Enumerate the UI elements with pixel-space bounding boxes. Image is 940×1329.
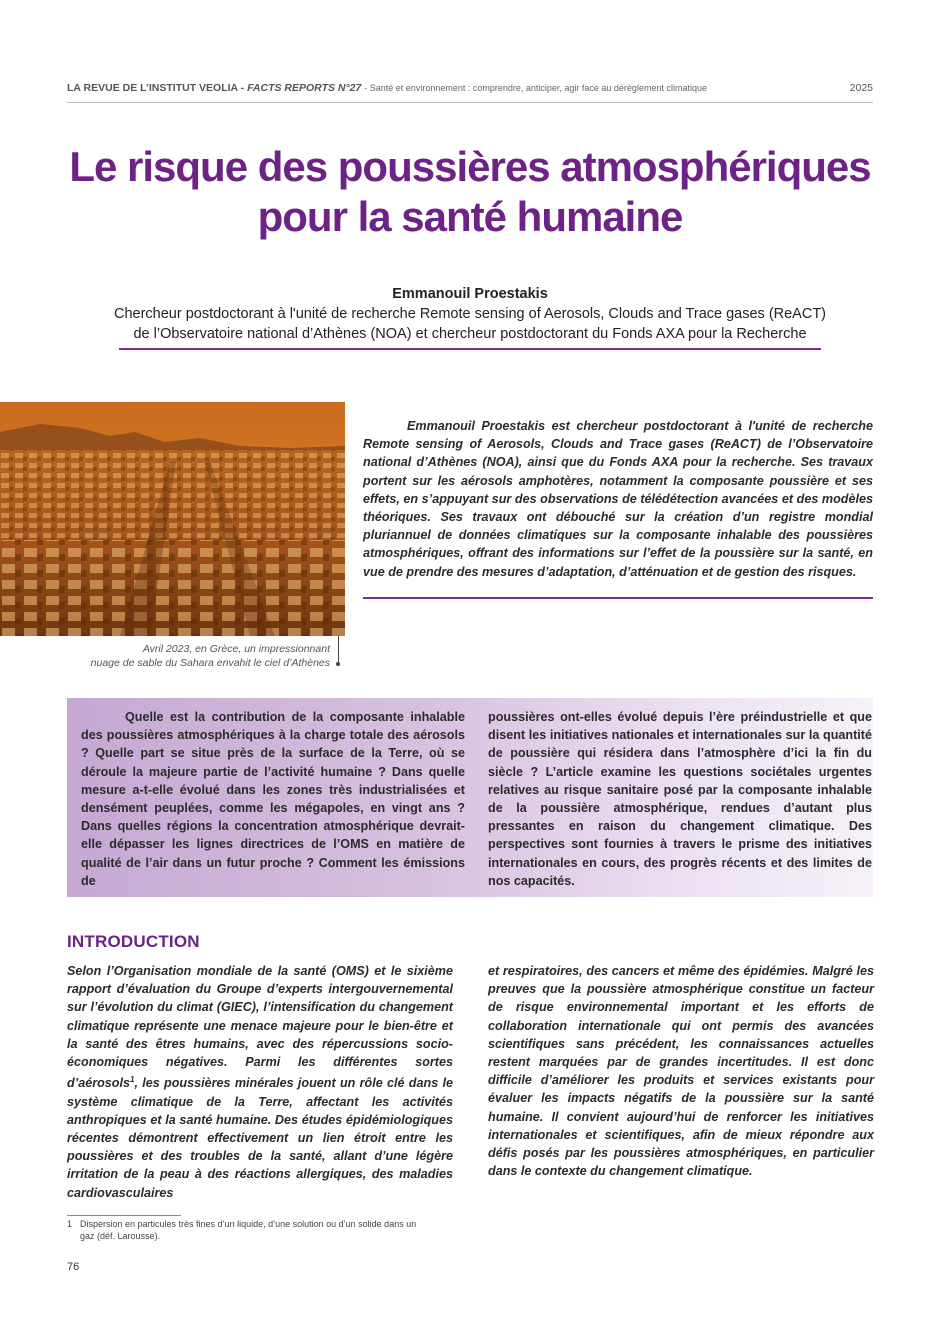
title-line-1: Le risque des poussières atmosphériques xyxy=(69,143,871,190)
athens-dust-photo xyxy=(0,402,345,636)
introduction-column-1 xyxy=(67,962,453,1202)
photo-caption xyxy=(40,642,330,670)
header-left xyxy=(67,82,707,94)
caption-pointer-dot xyxy=(336,662,340,666)
intro-text-b: , les poussières minérales jouent un rôle clé dans le système climatique de la Terre, affectant les activités anthropiques et la santé humaine. Des études épidémiologiques récentes démontrent effectivement un lien étroit entre les poussières et des troubles de la santé, allant d’une légère irritation de la peau à des réactions allergiques, des maladies cardiovasculaires xyxy=(67,1076,453,1200)
introduction-column-2: et respiratoires, des cancers et même des épidémies. Malgré les preuves que la poussière atmosphérique constitue un facteur de risque environnemental important et les efforts de collaboration internationale qui ont permis des avancées scientifiques sans précédent, les connaissances actuelles restent marquées par de grandes incertitudes. Il est donc difficile d’améliorer les produits et services existants pour évaluer les impacts négatifs de la poussière sur la santé humaine. Il convient aujourd’hui de renforcer les initiatives internationales et scientifiques, afin de mieux répondre aux défis posés par les poussières atmosphériques, en particulier dans le contexte du changement climatique. xyxy=(488,964,874,1179)
author-name: Emmanouil Proestakis xyxy=(392,286,548,302)
page-number: 76 xyxy=(67,1261,80,1273)
author-affiliation-1: Chercheur postdoctorant à l'unité de recherche Remote sensing of Aerosols, Clouds and Trace gases (ReACT) xyxy=(113,306,827,322)
abstract-column-2: poussières ont-elles évolué depuis l’ère préindustrielle et que disent les initiatives nationales et internationales sur la quantité de poussière qui résidera dans l’atmosphère d’ici la fin du siècle ? L’article examine les questions sociétales urgentes relatives au risque sanitaire posé par la composante inhalable de la poussière atmosphérique, rendues d’autant plus pressantes en raison du changement climatique. Des perspectives sont fournies à travers le prisme des initiatives internationales en cours, des progrès récents et des limites de nos capacités. xyxy=(488,710,872,888)
abstract-box xyxy=(67,698,873,897)
header-year: 2025 xyxy=(849,82,873,94)
article-title xyxy=(40,142,900,242)
footnote-text: Dispersion en particules très fines d’un liquide, d’une solution ou d’un solide dans un gaz (déf. Larousse). xyxy=(80,1219,417,1241)
header-subtitle: - Santé et environnement : comprendre, anticiper, agir face au dérèglement climatique xyxy=(364,83,707,93)
intro-text-a: Selon l’Organisation mondiale de la santé (OMS) et le sixième rapport d’évaluation du Groupe d’experts intergouvernemental sur l’évolution du climat (GIEC), l’intensification du changement climatique représente une menace majeure pour le bien-être et la santé des êtres humains, avec des répercussions socio-économiques négatives. Parmi les différentes sortes d’aérosols xyxy=(67,964,453,1091)
abstract-column-1: Quelle est la contribution de la composante inhalable des poussières atmosphériques à la charge totale des aérosols ? Quelle part se situe près de la surface de la Terre, où se déroule la majeure partie de l’activité humaine ? Dans quelle mesure a-t-elle évolué dans les zones très industrialisées et densément peuplées, comme les mégapoles, en vingt ans ? Dans quelles régions la concentration atmosphérique devrait-elle dépasser les lignes directrices de l’OMS en matière de qualité de l’air dans un futur proche ? Comment les émissions de xyxy=(81,710,465,888)
title-line-2: pour la santé humaine xyxy=(257,193,683,240)
introduction-heading: INTRODUCTION xyxy=(67,932,200,951)
running-header xyxy=(67,80,873,103)
city-illustration xyxy=(0,402,345,636)
caption-line-1: Avril 2023, en Grèce, un impressionnant xyxy=(142,643,330,655)
bio-divider xyxy=(363,597,873,599)
issue-name: FACTS REPORTS N°27 xyxy=(247,82,362,94)
author-affiliation-2: de l’Observatoire national d’Athènes (NOA) et chercheur postdoctorant du Fonds AXA pour la Recherche xyxy=(133,326,807,342)
author-divider xyxy=(119,348,821,350)
footnote-divider xyxy=(67,1215,181,1216)
author-bio: Emmanouil Proestakis est chercheur postdoctorant à l'unité de recherche Remote sensing of Aerosols, Clouds and Trace gases (ReACT) de l’Observatoire national d’Athènes (NOA), ainsi que du Fonds AXA pour la recherche. Ses travaux portent sur les aérosols amphotères, notamment la composante poussière et ses effets, en s’appuyant sur des observations de télédétection avancées et des modèles théoriques. Ses travaux ont débouché sur la création d’un registre mondial pluriannuel de données climatiques sur la composante inhalable des poussières atmosphériques, offrant des informations sur l’effet de la poussière sur la santé, en vue de prendre des mesures d’adaptation, d’atténuation et de gestion des risques. xyxy=(363,419,873,579)
footnote-number: 1 xyxy=(67,1219,73,1229)
caption-line-2: nuage de sable du Sahara envahit le ciel d’Athènes xyxy=(90,657,330,669)
journal-name: LA REVUE DE L’INSTITUT VEOLIA - xyxy=(67,82,245,94)
footnote-ref: 1 xyxy=(130,1075,135,1085)
author-block xyxy=(60,284,880,344)
